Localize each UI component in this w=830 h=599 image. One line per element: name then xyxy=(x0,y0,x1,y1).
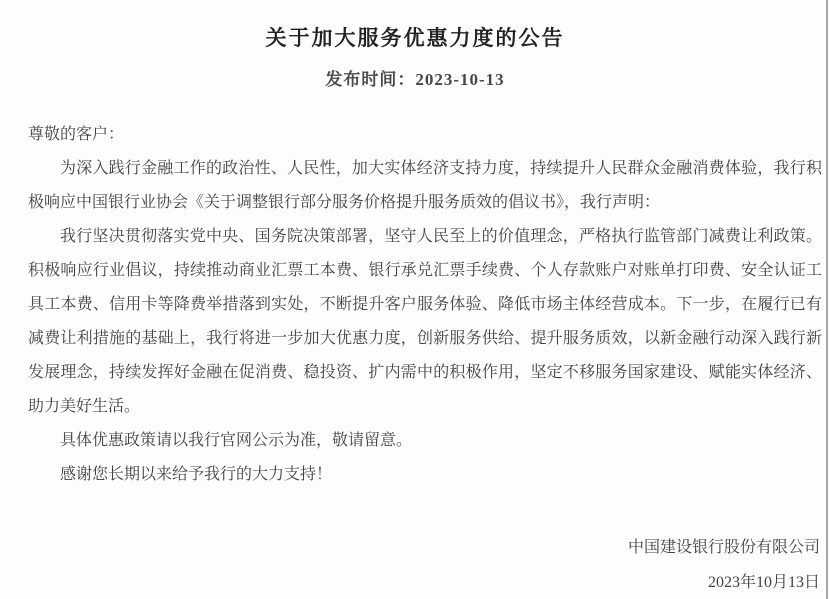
signature-company: 中国建设银行股份有限公司 xyxy=(627,539,820,556)
salutation: 尊敬的客户： xyxy=(28,126,125,143)
page-title: 关于加大服务优惠力度的公告 xyxy=(265,26,565,50)
signature-date: 2023年10月13日 xyxy=(707,574,820,591)
paragraph-intro: 为深入践行金融工作的政治性、人民性，加大实体经济支持力度，持续提升人民群众金融消费体验，我行积极响应中国银行业协会《关于调整银行部分服务价格提升服务质效的倡议书》，我行声明： xyxy=(28,160,822,211)
publish-time: 发布时间：2023-10-13 xyxy=(325,70,505,89)
paragraph-thanks: 感谢您长期以来给予我行的大力支持！ xyxy=(60,466,333,483)
paragraph-statement: 我行坚决贯彻落实党中央、国务院决策部署，坚守人民至上的价值理念，严格执行监管部门减费让利政策。积极响应行业倡议，持续推动商业汇票工本费、银行承兑汇票手续费、个人存款账户对账单打印费、安全认证工具工本费、信用卡等降费举措落到实处，不断提升客户服务体验、降低市场主体经营成本。下一步，在履行已有减费让利措施的基础上，我行将进一步加大优惠力度，创新服务供给、提升服务质效，以新金融行动深入践行新发展理念，持续发挥好金融在促消费、稳投资、扩内需中的积极作用，坚定不移服务国家建设、赋能实体经济、助力美好生活。 xyxy=(28,228,822,415)
paragraph-notice: 具体优惠政策请以我行官网公示为准，敬请留意。 xyxy=(60,432,413,449)
scan-border-line xyxy=(826,0,828,599)
announcement-body xyxy=(28,118,822,492)
signature-block xyxy=(628,530,820,599)
